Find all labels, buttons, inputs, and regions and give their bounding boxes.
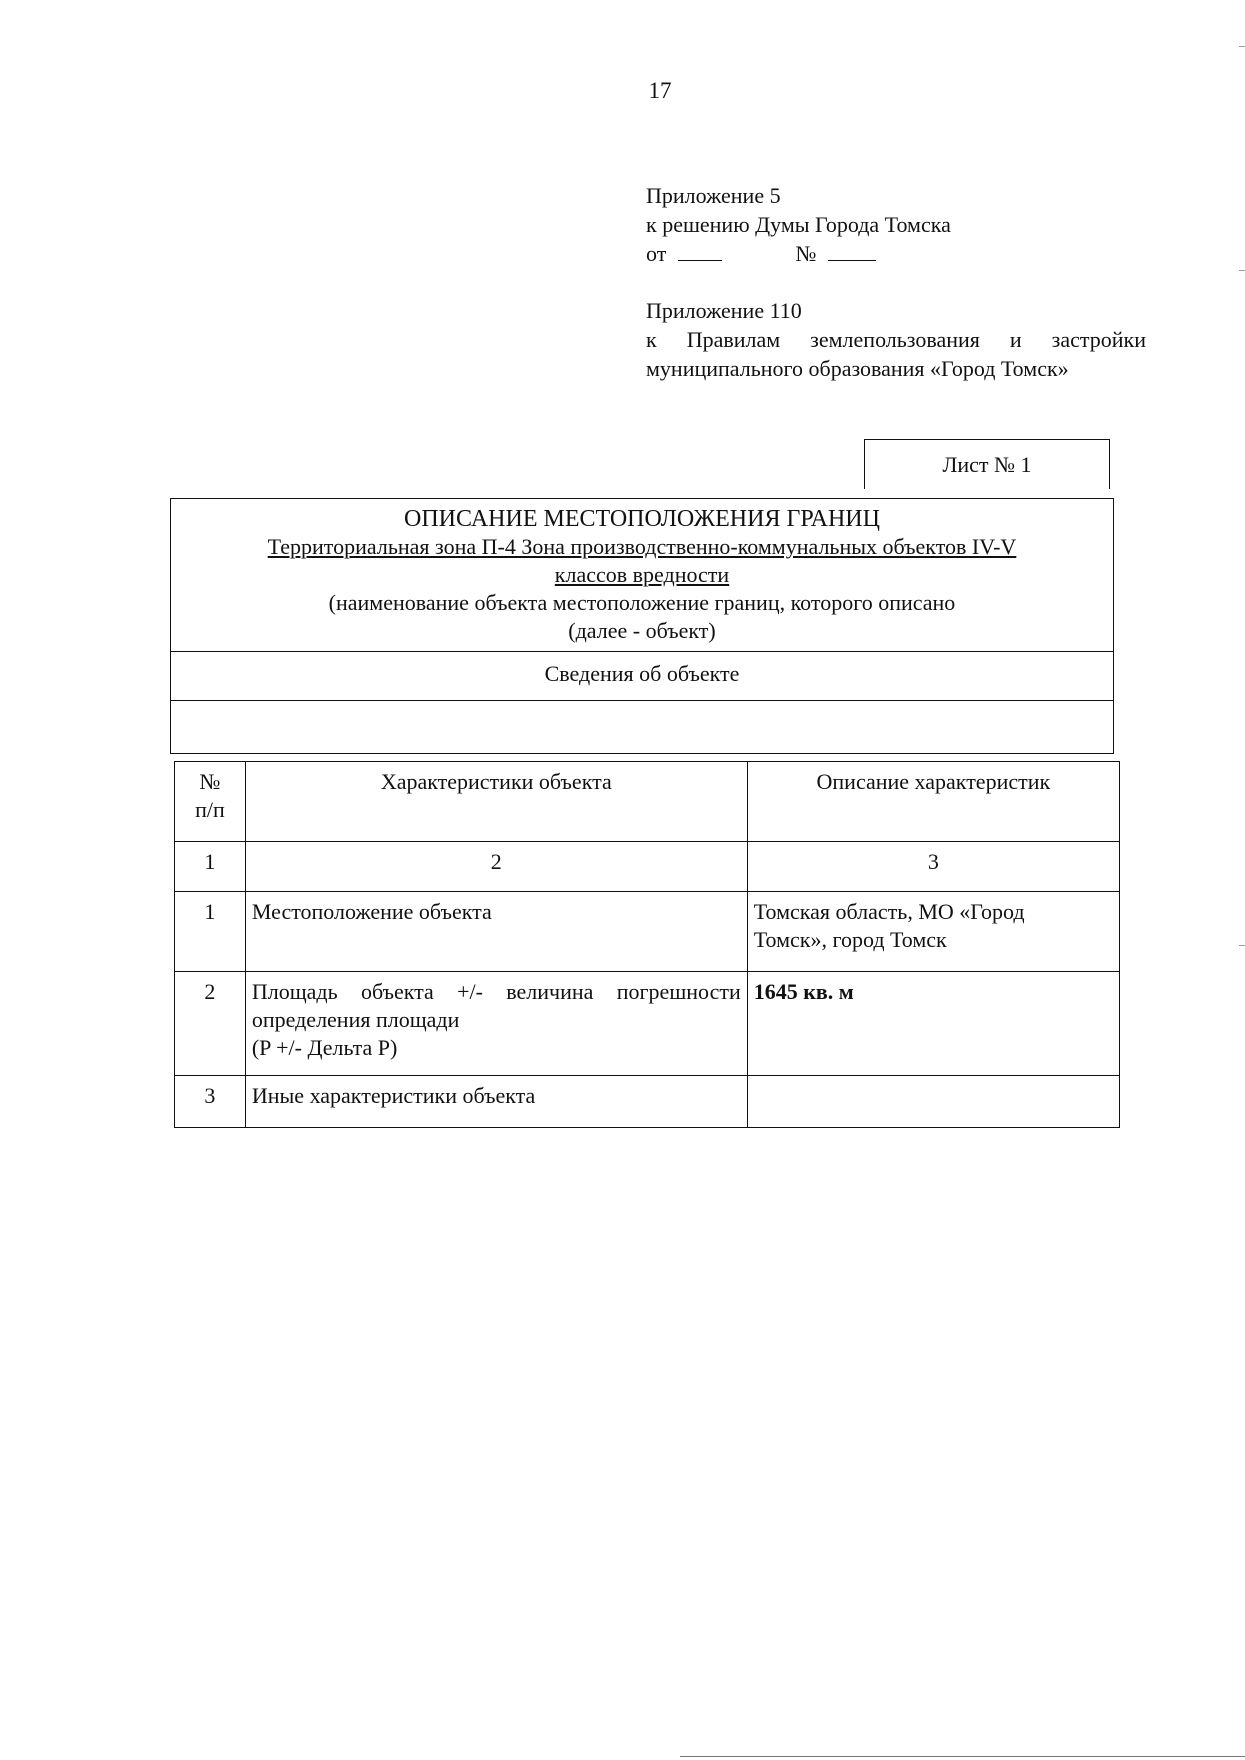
header-num-line1: № [199, 769, 221, 794]
header-num-line2: п/п [195, 797, 225, 822]
header-description: Описание характеристик [747, 762, 1119, 842]
annex-5-title: Приложение 5 [646, 183, 781, 208]
boundary-description-frame [170, 498, 1114, 754]
row-description [747, 892, 1119, 972]
scan-mark [1239, 46, 1245, 47]
annex-110-block [646, 296, 1146, 383]
object-note-line2: (далее - объект) [568, 618, 716, 643]
date-blank [678, 242, 722, 261]
header-num [175, 762, 246, 842]
annex-5-date-number [646, 239, 1146, 268]
page-number: 17 [648, 78, 672, 103]
row-num: 3 [175, 1076, 246, 1128]
column-number-1: 1 [175, 842, 246, 892]
table-header-row [175, 762, 1120, 842]
scan-mark [1239, 945, 1245, 946]
table-row [175, 1076, 1120, 1128]
scan-mark [1239, 270, 1245, 271]
annex-5-decision: к решению Думы Города Томска [646, 212, 951, 237]
location-line2: Томск», город Томск [753, 927, 947, 952]
row-characteristic [245, 972, 747, 1076]
object-info-title: Сведения об объекте [171, 651, 1113, 700]
number-blank [828, 242, 876, 261]
row-description [747, 1076, 1119, 1128]
characteristics-table [174, 761, 1120, 1128]
area-line2: определения площади [251, 1007, 460, 1032]
heading-block [171, 499, 1113, 651]
header-characteristics: Характеристики объекта [245, 762, 747, 842]
sheet-label: Лист № 1 [942, 452, 1032, 477]
row-characteristic: Иные характеристики объекта [245, 1076, 747, 1128]
date-label: от [646, 241, 667, 266]
column-number-row [175, 842, 1120, 892]
document-title: ОПИСАНИЕ МЕСТОПОЛОЖЕНИЯ ГРАНИЦ [404, 506, 880, 532]
annex-110-line2: муниципального образования «Город Томск» [646, 356, 1069, 381]
location-line1: Томская область, МО «Город [753, 899, 1025, 924]
row-characteristic: Местоположение объекта [245, 892, 747, 972]
column-number-3: 3 [747, 842, 1119, 892]
empty-row [171, 700, 1113, 753]
table-row [175, 892, 1120, 972]
row-num: 2 [175, 972, 246, 1076]
area-line3: (P +/- Дельта P) [251, 1035, 398, 1060]
row-description: 1645 кв. м [747, 972, 1119, 1076]
annex-110-title: Приложение 110 [646, 298, 802, 323]
annex-110-line1: к Правилам землепользования и застройки [646, 327, 1146, 352]
sheet-number-box [864, 439, 1110, 489]
column-number-2: 2 [245, 842, 747, 892]
zone-name-line1: Территориальная зона П-4 Зона производственно-коммунальных объектов IV-V [267, 534, 1017, 559]
zone-name-line2: классов вредности [554, 562, 730, 587]
number-label: № [795, 241, 817, 266]
row-num: 1 [175, 892, 246, 972]
object-note-line1: (наименование объекта местоположение границ, которого описано [328, 590, 956, 615]
scan-bottom-line [680, 1756, 1245, 1757]
table-row [175, 972, 1120, 1076]
area-line1: Площадь объекта +/- величина погрешности [251, 979, 741, 1004]
annex-5-block [646, 181, 1146, 268]
